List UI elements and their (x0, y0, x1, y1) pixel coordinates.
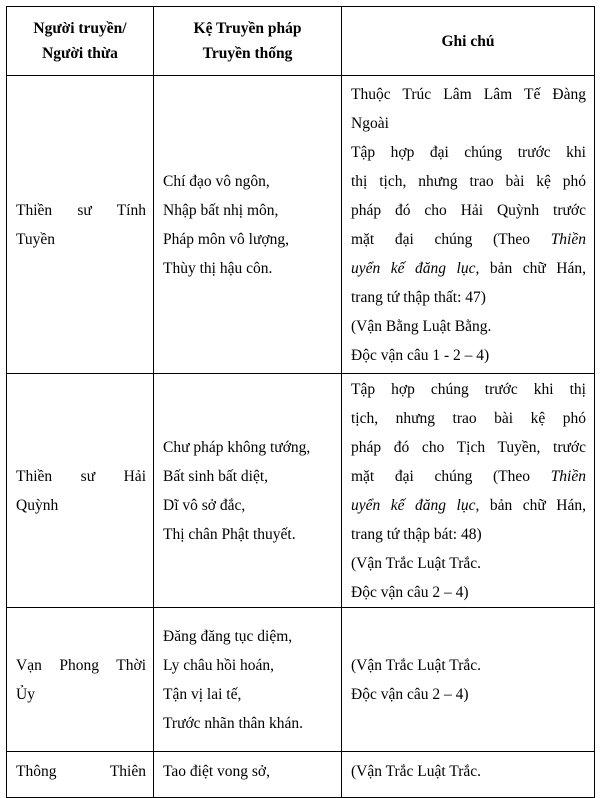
verse-cell: Đăng đăng tục diệm, Ly châu hồi hoán, Tận vị lai tế, Trước nhãn thân khán. (154, 608, 342, 752)
note-cell: Thuộc Trúc Lâm Lâm Tế Đàng Ngoài Tập hợp đại chúng trước khi thị tịch, nhưng trao bài kệ phó pháp đó cho Hải Quỳnh trước mặt đại chúng (Theo Thiền uyển kế đăng lục, bản chữ Hán, trang tứ thập thất: 47) (Vận Bằng Luật Bằng. Độc vận câu 1 - 2 – 4) (342, 76, 595, 374)
source-line: mặt đại chúng (Theo Thiền (351, 467, 586, 485)
person-cell: Thiền sư Hải Quỳnh (7, 374, 154, 608)
source-line: uyển kế đăng lục, bản chữ Hán, (351, 496, 586, 514)
header-notes: Ghi chú (342, 7, 595, 76)
header-verse: Kệ Truyền pháp Truyền thống (154, 7, 342, 76)
note-cell: (Vận Trắc Luật Trắc. (342, 752, 595, 798)
verse-cell: Tao điệt vong sở, (154, 752, 342, 798)
person-cell: Thông Thiên (7, 752, 154, 798)
header-row (7, 7, 595, 76)
header-transmitter: Người truyền/ Người thừa (7, 7, 154, 76)
table-row (7, 608, 595, 752)
verse-cell: Chư pháp không tướng, Bất sinh bất diệt, Dĩ vô sở đắc, Thị chân Phật thuyết. (154, 374, 342, 608)
table-row (7, 76, 595, 374)
note-cell: Tập hợp chúng trước khi thị tịch, nhưng trao bài kệ phó pháp đó cho Tịch Tuyền, trước mặt đại chúng (Theo Thiền uyển kế đăng lục, bản chữ Hán, trang tứ thập bát: 48) (Vận Trắc Luật Trắc. Độc vận câu 2 – 4) (342, 374, 595, 608)
note-cell: (Vận Trắc Luật Trắc. Độc vận câu 2 – 4) (342, 608, 595, 752)
table-row (7, 752, 595, 798)
transmission-verse-table (6, 6, 595, 798)
source-line: mặt đại chúng (Theo Thiền (351, 230, 586, 248)
table-row (7, 374, 595, 608)
person-cell: Vạn Phong Thời Ủy (7, 608, 154, 752)
source-line: uyển kế đăng lục, bản chữ Hán, (351, 259, 586, 277)
verse-cell: Chí đạo vô ngôn, Nhập bất nhị môn, Pháp môn vô lượng, Thùy thị hậu côn. (154, 76, 342, 374)
person-cell: Thiền sư Tính Tuyền (7, 76, 154, 374)
